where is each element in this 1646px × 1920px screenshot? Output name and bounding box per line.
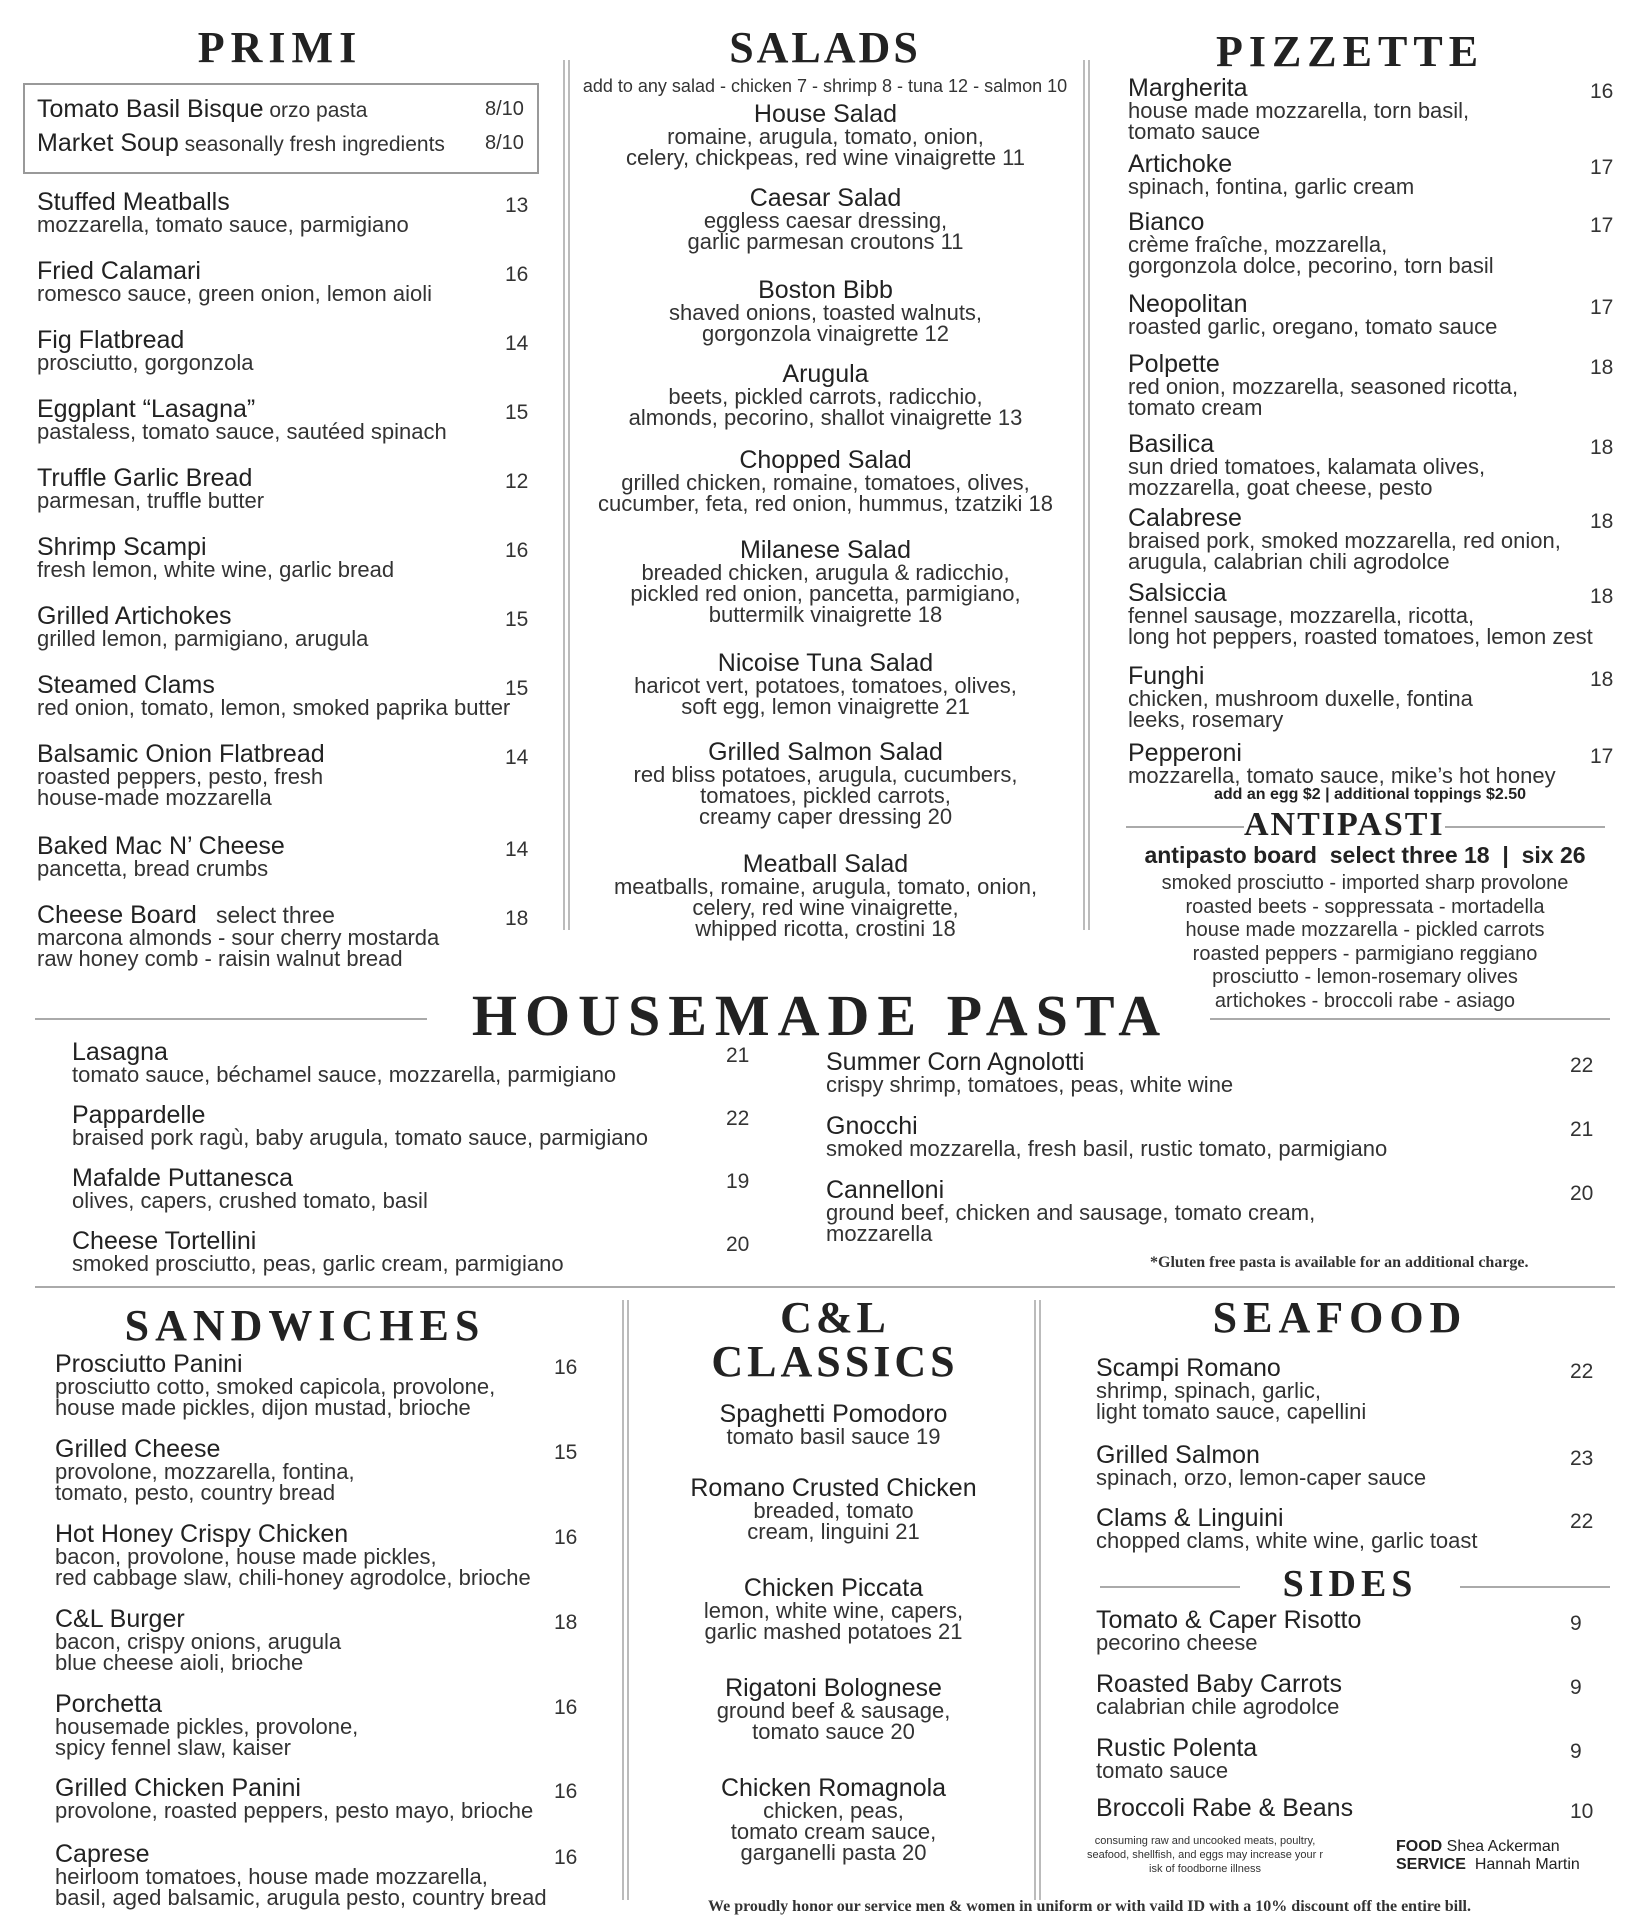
menu-item xyxy=(568,102,1083,168)
item-description: breaded, tomato cream, linguini 21 xyxy=(747,1498,920,1544)
menu-item xyxy=(826,1050,1526,1095)
item-description: smoked mozzarella, fresh basil, rustic tomato, parmigiano xyxy=(826,1136,1388,1161)
menu-item xyxy=(37,397,517,442)
menu-item xyxy=(1096,1796,1576,1820)
item-description: fennel sausage, mozzarella, ricotta, long hot peppers, roasted tomatoes, lemon zest xyxy=(1128,603,1593,649)
item-name: Grilled Salmon Salad xyxy=(708,738,943,766)
item-name: Boston Bibb xyxy=(758,276,893,304)
item-price: 18 xyxy=(554,1611,578,1634)
item-price: 16 xyxy=(554,1356,578,1379)
item-name: Eggplant “Lasagna” xyxy=(37,395,256,423)
item-description: bacon, crispy onions, arugula blue cheese aioli, brioche xyxy=(55,1629,342,1675)
menu-item xyxy=(1096,1672,1576,1717)
item-name: C&L Burger xyxy=(55,1605,185,1633)
item-name: Caprese xyxy=(55,1840,150,1868)
menu-item xyxy=(55,1690,578,1760)
item-price: 18 xyxy=(1590,510,1614,533)
classics-title-line2: CLASSICS xyxy=(711,1337,959,1386)
item-price: 18 xyxy=(1590,668,1614,691)
item-price: 17 xyxy=(1590,156,1614,179)
item-price: 15 xyxy=(505,677,529,700)
menu-item xyxy=(1128,292,1608,337)
menu-item xyxy=(37,742,517,808)
seafood-title: SEAFOOD xyxy=(1212,1293,1468,1342)
item-description: housemade pickles, provolone, spicy fennel slaw, kaiser xyxy=(55,1714,359,1760)
item-description: marcona almonds - sour cherry mostarda raw honey comb - raisin walnut bread xyxy=(37,925,440,971)
menu-item xyxy=(646,1402,1021,1447)
item-price: 23 xyxy=(1570,1447,1594,1470)
menu-item xyxy=(37,259,517,304)
antipasti-line: house made mozzarella - pickled carrots xyxy=(1185,919,1545,941)
item-price: 16 xyxy=(505,263,529,286)
menu-item xyxy=(37,466,517,511)
menu-item xyxy=(72,1229,722,1274)
menu-item xyxy=(37,834,517,879)
item-description: spinach, fontina, garlic cream xyxy=(1128,174,1415,199)
soup-price: 8/10 xyxy=(485,132,524,154)
salads-add-note: add to any salad - chicken 7 - shrimp 8 - tuna 12 - salmon 10 xyxy=(582,76,1068,96)
item-price: 16 xyxy=(554,1526,578,1549)
item-description: haricot vert, potatoes, tomatoes, olives, soft egg, lemon vinaigrette 21 xyxy=(634,673,1017,719)
antipasti-line: prosciutto - lemon-rosemary olives xyxy=(1212,966,1518,988)
soup-name: Tomato Basil Bisque xyxy=(37,95,264,123)
item-name: Cheese Tortellini xyxy=(72,1227,257,1255)
antipasto-board: antipasto board select three 18 | six 26 xyxy=(1144,842,1586,868)
menu-item xyxy=(1128,76,1608,142)
item-price: 22 xyxy=(1570,1054,1594,1077)
antipasti-line: artichokes - broccoli rabe - asiago xyxy=(1214,989,1516,1012)
menu-item xyxy=(568,740,1083,827)
item-name: Tomato & Caper Risotto xyxy=(1096,1606,1362,1634)
item-name: Chopped Salad xyxy=(739,446,912,474)
item-price: 14 xyxy=(505,746,529,769)
item-name: Basilica xyxy=(1128,430,1215,458)
food-label: FOOD xyxy=(1396,1838,1443,1855)
menu-item xyxy=(37,903,517,969)
menu-item xyxy=(1096,1356,1576,1422)
item-description: beets, pickled carrots, radicchio, almonds, pecorino, shallot vinaigrette 13 xyxy=(628,384,1023,430)
item-price: 15 xyxy=(554,1441,578,1464)
menu-item xyxy=(1128,210,1608,276)
sides-rule-left xyxy=(1100,1586,1240,1588)
item-name: Lasagna xyxy=(72,1038,168,1066)
salads-title: SALADS xyxy=(729,23,921,72)
item-name: Grilled Cheese xyxy=(55,1435,221,1463)
item-name: Gnocchi xyxy=(826,1112,918,1140)
menu-item xyxy=(568,538,1083,625)
item-description: tomato sauce xyxy=(1096,1758,1229,1783)
divider-classics-seafood xyxy=(1034,1300,1041,1900)
item-description: crispy shrimp, tomatoes, peas, white wine xyxy=(826,1072,1234,1097)
item-description: provolone, mozzarella, fontina, tomato, pesto, country bread xyxy=(55,1459,355,1505)
item-price: 20 xyxy=(1570,1182,1594,1205)
item-description: prosciutto, gorgonzola xyxy=(37,350,254,375)
item-price: 9 xyxy=(1570,1676,1582,1699)
item-description: shrimp, spinach, garlic, light tomato sauce, capellini xyxy=(1096,1378,1367,1424)
raw-food-warning: consuming raw and uncooked meats, poultry, seafood, shellfish, and eggs may increase your r isk of foodborne illness xyxy=(1086,1835,1324,1875)
item-description: provolone, roasted peppers, pesto mayo, brioche xyxy=(55,1798,534,1823)
menu-item xyxy=(568,651,1083,717)
item-description: mozzarella, tomato sauce, parmigiano xyxy=(37,212,409,237)
item-description: red onion, mozzarella, seasoned ricotta, tomato cream xyxy=(1128,374,1519,420)
item-price: 9 xyxy=(1570,1612,1582,1635)
item-name: Polpette xyxy=(1128,350,1220,378)
menu-item xyxy=(1096,1443,1576,1488)
primi-title: PRIMI xyxy=(197,23,363,72)
menu-item xyxy=(568,362,1083,428)
antipasti-rule-left xyxy=(1126,826,1244,828)
sandwiches-title: SANDWICHES xyxy=(124,1301,486,1350)
item-name: Stuffed Meatballs xyxy=(37,188,230,216)
item-description: braised pork ragù, baby arugula, tomato sauce, parmigiano xyxy=(72,1125,649,1150)
item-price: 9 xyxy=(1570,1740,1582,1763)
menu-item xyxy=(72,1040,722,1085)
item-price: 13 xyxy=(505,194,529,217)
item-name: House Salad xyxy=(753,100,898,128)
item-name: Meatball Salad xyxy=(742,850,909,878)
item-description: grilled chicken, romaine, tomatoes, olives, cucumber, feta, red onion, hummus, tzatziki 18 xyxy=(598,470,1053,516)
item-description: pancetta, bread crumbs xyxy=(37,856,269,881)
menu-item xyxy=(1128,152,1608,197)
item-description: tomato basil sauce 19 xyxy=(726,1424,941,1449)
soup-item xyxy=(37,129,517,158)
item-description: red bliss potatoes, arugula, cucumbers, tomatoes, pickled carrots, creamy caper dressing 20 xyxy=(633,762,1018,829)
service-name: Hannah Martin xyxy=(1474,1856,1580,1873)
item-name: Rustic Polenta xyxy=(1096,1734,1258,1762)
menu-item xyxy=(37,673,517,718)
item-name: Nicoise Tuna Salad xyxy=(717,649,934,677)
item-name: Cheese Board select three xyxy=(37,901,335,929)
menu-item xyxy=(1128,664,1608,730)
item-name: Chicken Romagnola xyxy=(720,1774,947,1802)
item-description: eggless caesar dressing, garlic parmesan croutons 11 xyxy=(687,208,964,254)
item-name: Porchetta xyxy=(55,1690,163,1718)
item-description: tomato sauce, béchamel sauce, mozzarella, parmigiano xyxy=(72,1062,617,1087)
menu-item xyxy=(1096,1608,1576,1653)
item-name: Pappardelle xyxy=(72,1101,206,1129)
item-name: Margherita xyxy=(1128,74,1248,102)
item-price: 16 xyxy=(554,1846,578,1869)
item-description: romaine, arugula, tomato, onion, celery, chickpeas, red wine vinaigrette 11 xyxy=(625,124,1026,170)
menu-item xyxy=(72,1166,722,1211)
menu-item xyxy=(55,1774,578,1823)
item-description: fresh lemon, white wine, garlic bread xyxy=(37,557,395,582)
item-description: chicken, mushroom duxelle, fontina leeks, rosemary xyxy=(1128,686,1473,732)
item-price: 21 xyxy=(1570,1118,1594,1141)
item-description: parmesan, truffle butter xyxy=(37,488,265,513)
item-description: lemon, white wine, capers, garlic mashed potatoes 21 xyxy=(703,1598,964,1644)
item-price: 17 xyxy=(1590,214,1614,237)
item-name: Balsamic Onion Flatbread xyxy=(37,740,325,768)
item-name: Fig Flatbread xyxy=(37,326,185,354)
soup-description: seasonally fresh ingredients xyxy=(178,133,445,156)
menu-item xyxy=(55,1605,578,1675)
menu-item xyxy=(55,1435,578,1505)
staff-credits xyxy=(1396,1838,1580,1874)
menu-item xyxy=(1096,1736,1576,1781)
menu-item xyxy=(55,1350,578,1420)
menu-item xyxy=(646,1576,1021,1642)
menu-item xyxy=(646,1676,1021,1742)
menu-item xyxy=(1096,1506,1576,1551)
item-description: red onion, tomato, lemon, smoked paprika butter xyxy=(37,695,511,720)
item-price: 16 xyxy=(554,1696,578,1719)
item-name: Clams & Linguini xyxy=(1096,1504,1284,1532)
menu-item xyxy=(1128,506,1608,572)
item-price: 17 xyxy=(1590,296,1614,319)
item-name: Caesar Salad xyxy=(749,184,902,212)
item-price: 12 xyxy=(505,470,529,493)
item-name: Summer Corn Agnolotti xyxy=(826,1048,1085,1076)
item-name: Neopolitan xyxy=(1128,290,1248,318)
service-label: SERVICE xyxy=(1396,1856,1466,1873)
item-price: 21 xyxy=(726,1044,750,1067)
item-price: 14 xyxy=(505,332,529,355)
menu-item xyxy=(568,448,1083,514)
discount-note: We proudly honor our service men & women in uniform or with vaild ID with a 10% discount off the entire bill. xyxy=(708,1898,1471,1915)
sides-title: SIDES xyxy=(1282,1563,1418,1605)
item-description: smoked prosciutto, peas, garlic cream, parmigiano xyxy=(72,1251,564,1276)
item-description: grilled lemon, parmigiano, arugula xyxy=(37,626,369,651)
item-name: Shrimp Scampi xyxy=(37,533,207,561)
item-description: bacon, provolone, house made pickles, red cabbage slaw, chili-honey agrodolce, brioche xyxy=(55,1544,531,1590)
item-name: Mafalde Puttanesca xyxy=(72,1164,293,1192)
item-name: Baked Mac N’ Cheese xyxy=(37,832,285,860)
pizzette-addons-note: add an egg $2 | additional toppings $2.50 xyxy=(1213,786,1527,803)
item-description: olives, capers, crushed tomato, basil xyxy=(72,1188,428,1213)
item-description: spinach, orzo, lemon-caper sauce xyxy=(1096,1465,1427,1490)
item-price: 18 xyxy=(1590,585,1614,608)
menu-item xyxy=(55,1520,578,1590)
menu-item xyxy=(37,535,517,580)
item-price: 16 xyxy=(1590,80,1614,103)
menu-item xyxy=(1128,432,1608,498)
classics-title-line1: C&L xyxy=(780,1293,890,1342)
item-description: house made mozzarella, torn basil, tomato sauce xyxy=(1128,98,1470,144)
menu-item xyxy=(37,604,517,649)
item-description: heirloom tomatoes, house made mozzarella, basil, aged balsamic, arugula pesto, country bread xyxy=(55,1864,547,1910)
menu-item xyxy=(1128,352,1608,418)
item-price: 18 xyxy=(1590,436,1614,459)
item-name: Scampi Romano xyxy=(1096,1354,1281,1382)
menu-item xyxy=(1128,581,1608,647)
menu-item xyxy=(826,1114,1526,1159)
soup-item xyxy=(37,95,517,124)
antipasti-line: roasted peppers - parmigiano reggiano xyxy=(1192,942,1538,965)
menu-item xyxy=(568,186,1083,252)
item-description: roasted peppers, pesto, fresh house-made mozzarella xyxy=(37,764,324,810)
soup-description: orzo pasta xyxy=(263,99,368,122)
item-description: ground beef & sausage, tomato sauce 20 xyxy=(716,1698,951,1744)
item-name: Spaghetti Pomodoro xyxy=(719,1400,948,1428)
pasta-rule-right xyxy=(1210,1018,1610,1020)
item-description: pastaless, tomato sauce, sautéed spinach xyxy=(37,419,447,444)
item-name: Rigatoni Bolognese xyxy=(725,1674,942,1702)
divider-sandwiches-classics xyxy=(622,1300,629,1900)
item-note: select three xyxy=(196,902,335,928)
antipasti-line: smoked prosciutto - imported sharp provolone xyxy=(1161,872,1569,894)
item-name: Pepperoni xyxy=(1128,739,1242,767)
item-name: Salsiccia xyxy=(1128,579,1227,607)
item-price: 14 xyxy=(505,838,529,861)
item-price: 10 xyxy=(1570,1800,1594,1823)
food-name: Shea Ackerman xyxy=(1446,1838,1560,1855)
item-name: Bianco xyxy=(1128,208,1205,236)
item-price: 19 xyxy=(726,1170,750,1193)
item-price: 22 xyxy=(1570,1510,1594,1533)
item-name: Grilled Salmon xyxy=(1096,1441,1260,1469)
item-name: Arugula xyxy=(782,360,869,388)
item-price: 20 xyxy=(726,1233,750,1256)
antipasti-title: ANTIPASTI xyxy=(1244,806,1445,843)
item-price: 16 xyxy=(554,1780,578,1803)
menu-item xyxy=(646,1476,1021,1542)
item-description: roasted garlic, oregano, tomato sauce xyxy=(1128,314,1498,339)
item-description: ground beef, chicken and sausage, tomato cream, mozzarella xyxy=(826,1200,1316,1246)
item-name: Fried Calamari xyxy=(37,257,201,285)
item-description: breaded chicken, arugula & radicchio, pickled red onion, pancetta, parmigiano, buttermilk vinaigrette 18 xyxy=(630,560,1021,627)
item-description: romesco sauce, green onion, lemon aioli xyxy=(37,281,433,306)
item-price: 17 xyxy=(1590,745,1614,768)
item-name: Truffle Garlic Bread xyxy=(37,464,253,492)
antipasti-line: roasted beets - soppressata - mortadella xyxy=(1185,895,1545,918)
item-description: chicken, peas, tomato cream sauce, garganelli pasta 20 xyxy=(730,1798,937,1865)
menu-item xyxy=(37,328,517,373)
menu-item xyxy=(568,852,1083,939)
item-price: 15 xyxy=(505,401,529,424)
item-description: pecorino cheese xyxy=(1096,1630,1258,1655)
item-name: Prosciutto Panini xyxy=(55,1350,243,1378)
item-price: 22 xyxy=(1570,1360,1594,1383)
item-description: sun dried tomatoes, kalamata olives, mozzarella, goat cheese, pesto xyxy=(1128,454,1486,500)
sides-rule-right xyxy=(1460,1586,1610,1588)
item-name: Funghi xyxy=(1128,662,1205,690)
item-name: Chicken Piccata xyxy=(743,1574,924,1602)
item-name: Steamed Clams xyxy=(37,671,215,699)
item-description: chopped clams, white wine, garlic toast xyxy=(1096,1528,1478,1553)
menu-item xyxy=(37,190,517,235)
menu-item xyxy=(826,1178,1526,1244)
item-name: Romano Crusted Chicken xyxy=(690,1474,977,1502)
item-name: Roasted Baby Carrots xyxy=(1096,1670,1342,1698)
item-price: 18 xyxy=(1590,356,1614,379)
menu-item xyxy=(568,278,1083,344)
pasta-rule-left xyxy=(35,1018,427,1020)
pasta-title: HOUSEMADE PASTA xyxy=(471,983,1169,1048)
item-name: Artichoke xyxy=(1128,150,1233,178)
item-name: Hot Honey Crispy Chicken xyxy=(55,1520,349,1548)
item-name: Grilled Artichokes xyxy=(37,602,232,630)
item-description: mozzarella, tomato sauce, mike’s hot honey xyxy=(1128,763,1556,788)
menu-item xyxy=(1128,741,1608,786)
item-description: prosciutto cotto, smoked capicola, provolone, house made pickles, dijon mustad, brioche xyxy=(55,1374,496,1420)
antipasti-rule-right xyxy=(1445,826,1605,828)
menu-item xyxy=(646,1776,1021,1863)
pizzette-title: PIZZETTE xyxy=(1215,27,1485,76)
item-description: braised pork, smoked mozzarella, red onion, arugula, calabrian chili agrodolce xyxy=(1128,528,1561,574)
item-description: crème fraîche, mozzarella, gorgonzola dolce, pecorino, torn basil xyxy=(1128,232,1494,278)
item-name: Milanese Salad xyxy=(740,536,911,564)
item-price: 15 xyxy=(505,608,529,631)
item-name: Broccoli Rabe & Beans xyxy=(1096,1794,1354,1822)
item-description: calabrian chile agrodolce xyxy=(1096,1694,1340,1719)
menu-item xyxy=(72,1103,722,1148)
menu-item xyxy=(55,1840,578,1910)
item-name: Cannelloni xyxy=(826,1176,945,1204)
item-name: Grilled Chicken Panini xyxy=(55,1774,301,1802)
gluten-free-note: *Gluten free pasta is available for an additional charge. xyxy=(1150,1254,1529,1271)
item-price: 16 xyxy=(505,539,529,562)
soup-price: 8/10 xyxy=(485,98,524,120)
item-price: 22 xyxy=(726,1107,750,1130)
item-name: Calabrese xyxy=(1128,504,1242,532)
pasta-bottom-rule xyxy=(35,1286,1615,1288)
item-description: meatballs, romaine, arugula, tomato, onion, celery, red wine vinaigrette, whipped ricotta, crostini 18 xyxy=(613,874,1038,941)
soup-name: Market Soup xyxy=(37,129,179,157)
item-price: 18 xyxy=(505,907,529,930)
divider-salads-pizzette xyxy=(1083,60,1090,930)
item-description: shaved onions, toasted walnuts, gorgonzola vinaigrette 12 xyxy=(668,300,983,346)
